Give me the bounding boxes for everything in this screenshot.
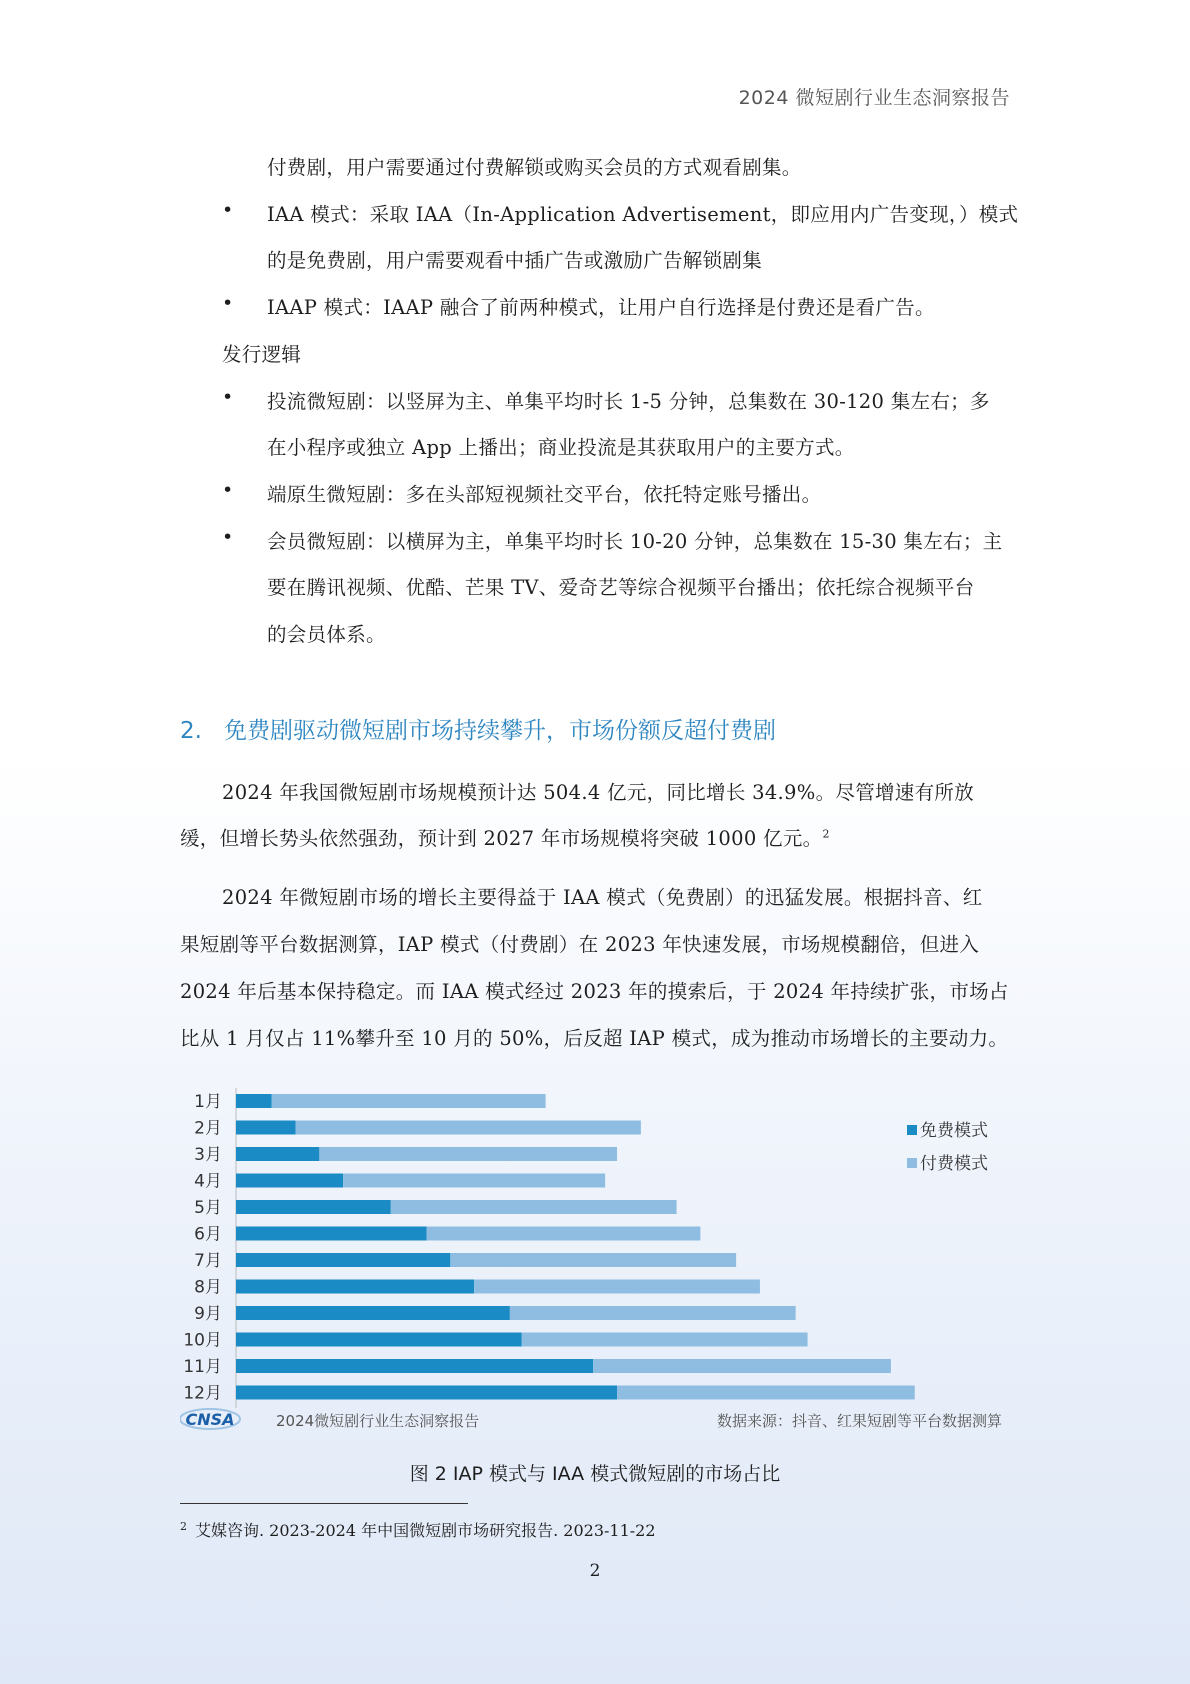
bullet-native-line-1: 端原生微短剧：多在头部短视频社交平台，依托特定账号播出。 [267, 483, 822, 506]
bar-free [236, 1306, 510, 1320]
footnote [180, 1518, 656, 1541]
bullet-member-line-2: 要在腾讯视频、优酷、芒果 TV、爱奇艺等综合视频平台播出；依托综合视频平台 [267, 576, 975, 599]
continuation-line: 付费剧，用户需要通过付费解锁或购买会员的方式观看剧集。 [267, 156, 802, 179]
bar-paid [474, 1280, 760, 1294]
bar-free [236, 1359, 593, 1373]
bar-paid [427, 1227, 701, 1241]
section-title: 免费剧驱动微短剧市场持续攀升，市场份额反超付费剧 [224, 718, 776, 744]
para2-line-1: 2024 年微短剧市场的增长主要得益于 IAA 模式（免费剧）的迅猛发展。根据抖音、红 [222, 886, 983, 909]
category-label: 3月 [194, 1145, 222, 1165]
bullet-marker: • [222, 479, 234, 501]
footnote-ref[interactable]: 2 [822, 827, 830, 841]
category-label: 4月 [194, 1171, 222, 1192]
legend-swatch [907, 1158, 917, 1168]
legend-label: 付费模式 [920, 1154, 988, 1174]
legend-swatch [907, 1125, 917, 1135]
category-label: 5月 [194, 1198, 222, 1218]
para1-line-1: 2024 年我国微短剧市场规模预计达 504.4 亿元，同比增长 34.9%。尽管增速有所放 [222, 781, 974, 804]
category-label: 6月 [194, 1224, 222, 1245]
bullet-paid-stream-line-2: 在小程序或独立 App 上播出；商业投流是其获取用户的主要方式。 [267, 436, 855, 459]
bullet-marker: • [222, 386, 234, 408]
bar-paid [272, 1094, 546, 1108]
bullet-member-line-3: 的会员体系。 [267, 623, 386, 646]
category-label: 1月 [194, 1092, 222, 1112]
page-number: 2 [589, 1561, 601, 1581]
chart-footer-left: 2024微短剧行业生态洞察报告 [276, 1412, 480, 1430]
bullet-marker: • [222, 292, 234, 314]
bullet-iaa-line-2: 的是免费剧，用户需要观看中插广告或激励广告解锁剧集 [267, 249, 763, 272]
category-label: 10月 [183, 1330, 222, 1351]
bar-paid [450, 1253, 736, 1267]
para1-line-2-text: 缓，但增长势头依然强劲，预计到 2027 年市场规模将突破 1000 亿元。 [180, 827, 823, 850]
bullet-member-line-1: 会员微短剧：以横屏为主，单集平均时长 10-20 分钟，总集数在 15-30 集左右；主 [267, 530, 1003, 553]
para1-line-2 [180, 823, 830, 851]
bar-free [236, 1386, 617, 1400]
bar-paid [510, 1306, 796, 1320]
bullet-marker: • [222, 199, 234, 221]
category-label: 11月 [183, 1357, 222, 1377]
category-label: 2月 [194, 1118, 222, 1139]
market-share-chart [180, 1080, 1020, 1440]
bar-paid [343, 1174, 605, 1188]
bar-free [236, 1174, 343, 1188]
bar-free [236, 1227, 427, 1241]
bar-paid [593, 1359, 891, 1373]
bar-free [236, 1121, 296, 1135]
cnsa-logo: CNSA [185, 1410, 235, 1429]
section-number: 2. [180, 718, 202, 744]
bar-free [236, 1280, 474, 1294]
category-label: 12月 [183, 1383, 222, 1404]
figure-caption: 图 2 IAP 模式与 IAA 模式微短剧的市场占比 [409, 1463, 781, 1485]
bar-paid [319, 1147, 617, 1161]
bullet-marker: • [222, 526, 234, 548]
bullet-iaa-line-1: IAA 模式：采取 IAA（In-Application Advertisement，即应用内广告变现，）模式 [267, 203, 1019, 226]
bar-paid [522, 1333, 808, 1347]
para2-line-4: 比从 1 月仅占 11%攀升至 10 月的 50%，后反超 IAP 模式，成为推动市场增长的主要动力。 [180, 1027, 1009, 1050]
bar-paid [391, 1200, 677, 1214]
para2-line-2: 果短剧等平台数据测算，IAP 模式（付费剧）在 2023 年快速发展，市场规模翻倍，但进入 [180, 933, 980, 956]
bar-free [236, 1333, 522, 1347]
footnote-divider [180, 1503, 468, 1504]
legend-label: 免费模式 [920, 1121, 988, 1141]
footnote-text: 艾媒咨询. 2023-2024 年中国微短剧市场研究报告. 2023-11-22 [195, 1521, 656, 1540]
category-label: 7月 [194, 1251, 222, 1271]
bar-paid [296, 1121, 641, 1135]
bullet-paid-stream-line-1: 投流微短剧：以竖屏为主、单集平均时长 1-5 分钟，总集数在 30-120 集左右；多 [267, 390, 990, 413]
para2-line-3: 2024 年后基本保持稳定。而 IAA 模式经过 2023 年的摸索后，于 2024 年持续扩张，市场占 [180, 980, 1009, 1003]
category-label: 8月 [194, 1277, 222, 1298]
running-header: 2024 微短剧行业生态洞察报告 [738, 87, 1010, 109]
section-heading [180, 712, 776, 745]
bar-free [236, 1200, 391, 1214]
bar-free [236, 1147, 319, 1161]
subheading-distribution: 发行逻辑 [222, 343, 302, 366]
category-label: 9月 [194, 1304, 222, 1324]
bar-paid [617, 1386, 915, 1400]
footnote-mark: 2 [180, 1519, 187, 1533]
bar-free [236, 1094, 272, 1108]
bar-free [236, 1253, 450, 1267]
bullet-iaap-line-1: IAAP 模式：IAAP 融合了前两种模式，让用户自行选择是付费还是看广告。 [267, 296, 935, 319]
chart-source: 数据来源：抖音、红果短剧等平台数据测算 [716, 1412, 1002, 1430]
